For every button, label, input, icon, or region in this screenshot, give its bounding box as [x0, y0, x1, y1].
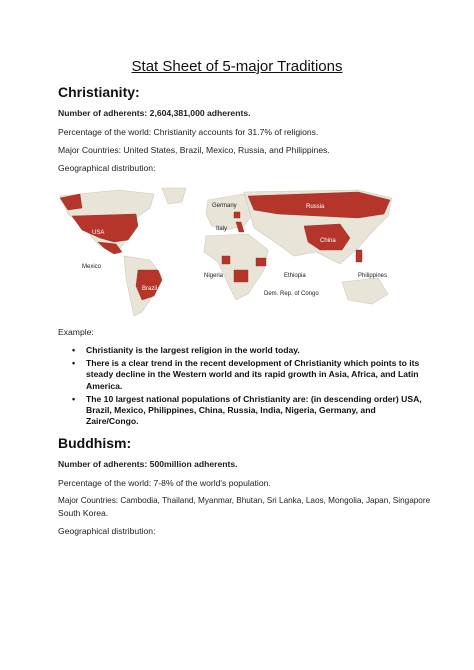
page-title: Stat Sheet of 5-major Traditions — [131, 58, 343, 75]
buddhism-geo-label: Geographical distribution: — [58, 526, 156, 536]
brazil-highlight — [136, 270, 162, 300]
greenland-land — [162, 188, 186, 204]
map-label-philippines: Philippines — [358, 273, 388, 279]
nigeria-highlight — [222, 256, 230, 264]
germany-highlight — [234, 212, 240, 218]
congo-highlight — [234, 270, 248, 282]
buddhism-adherents: Number of adherents: 500million adherents. — [58, 459, 238, 469]
list-item: • The 10 largest national populations of Christianity are: (in descending order) USA, Brazil, Mexico, Philippines, China, Russia, India, Nigeria, Germany, and Zaire/Congo. — [72, 394, 422, 428]
map-label-usa: USA — [92, 230, 105, 236]
map-label-ethiopia: Ethiopia — [284, 273, 306, 279]
usa-highlight — [72, 214, 138, 242]
ethiopia-highlight — [256, 258, 266, 266]
map-label-germany: Germany — [212, 203, 237, 209]
christianity-bullet-list — [72, 345, 422, 429]
buddhism-major-countries: Major Countries: Cambodia, Thailand, Myanmar, Bhutan, Sri Lanka, Laos, Mongolia, Japan, Singapore — [58, 496, 431, 505]
christianity-adherents: Number of adherents: 2,604,381,000 adherents. — [58, 108, 251, 118]
australia-land — [342, 278, 388, 304]
africa-land — [204, 234, 268, 300]
christianity-world-map — [58, 186, 416, 318]
map-label-mexico: Mexico — [82, 264, 102, 270]
map-label-italy: Italy — [216, 226, 228, 232]
map-label-russia: Russia — [306, 204, 325, 210]
map-label-brazil: Brazil — [142, 286, 158, 292]
christianity-geo-label: Geographical distribution: — [58, 163, 156, 173]
map-label-nigeria: Nigeria — [204, 273, 224, 279]
map-label-china: China — [320, 238, 336, 244]
christianity-heading: Christianity: — [58, 84, 140, 100]
christianity-percentage: Percentage of the world: Christianity accounts for 31.7% of religions. — [58, 127, 319, 137]
philippines-highlight — [356, 250, 362, 262]
map-label-congo: Dem. Rep. of Congo — [264, 291, 319, 297]
example-label: Example: — [58, 327, 94, 337]
buddhism-heading: Buddhism: — [58, 435, 132, 451]
list-item: • There is a clear trend in the recent development of Christianity which points to its steady decline in the Western world and its rapid growth in Asia, Africa, and Latin America. — [72, 358, 422, 392]
christianity-major-countries: Major Countries: United States, Brazil, Mexico, Russia, and Philippines. — [58, 145, 330, 155]
buddhism-major-countries-cont: South Korea. — [58, 508, 109, 518]
buddhism-percentage: Percentage of the world: 7-8% of the world's population. — [58, 478, 271, 488]
list-item: • Christianity is the largest religion in the world today. — [72, 345, 422, 356]
